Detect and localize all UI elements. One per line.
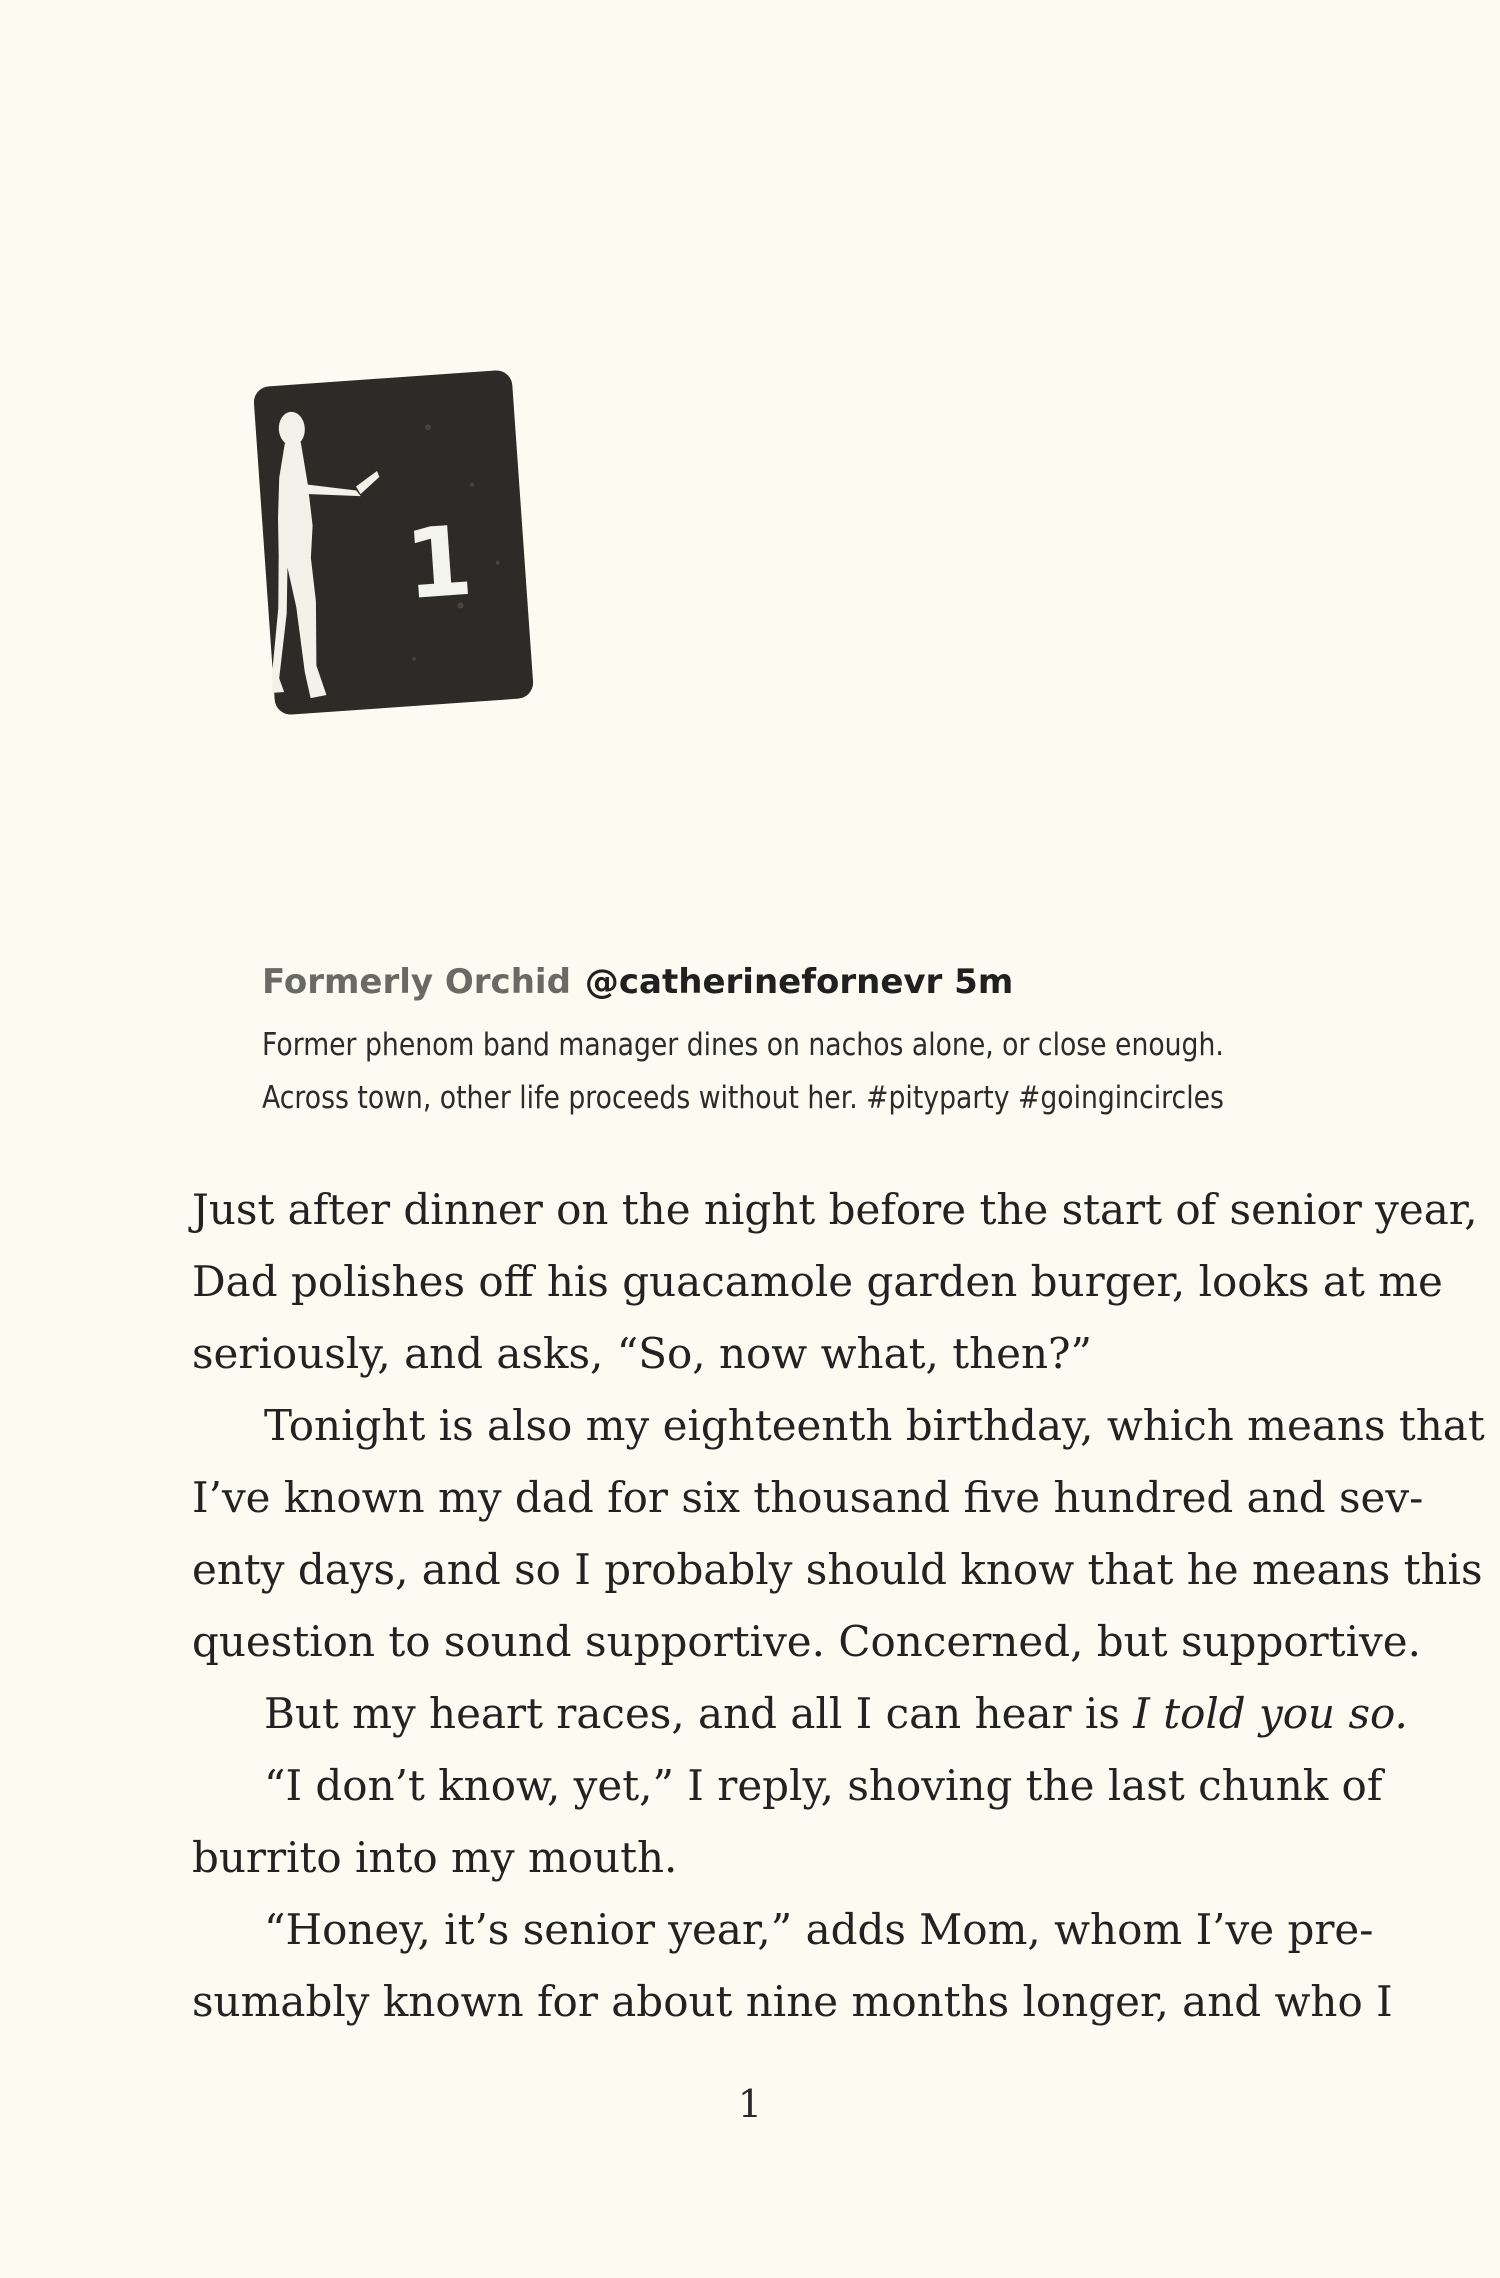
paragraph-line: “Honey, it’s senior year,” adds Mom, whom I’ve pre- [264,1905,1374,1954]
paragraph-line: Tonight is also my eighteenth birthday, which means that [264,1401,1485,1450]
paragraph-line [192,1678,1408,1750]
paragraph-line: question to sound supportive. Concerned, but supportive. [192,1617,1421,1666]
chapter-number: 1 [401,504,477,622]
tweet-line: Across town, other life proceeds without her. #pityparty #goingincircles [262,1079,1224,1116]
italic-phrase: I told you so. [1133,1689,1408,1738]
paragraph-line: burrito into my mouth. [192,1833,678,1882]
tweet-line: Former phenom band manager dines on nachos alone, or close enough. [262,1026,1224,1063]
tweet-display-name: Formerly Orchid [262,962,571,1002]
paragraph-line: enty days, and so I probably should know that he means this [192,1545,1483,1594]
tweet-body [262,1019,1328,1125]
paragraph-line-text: But my heart races, and all I can hear is [264,1689,1120,1738]
tweet-handle: @catherinefornevr [584,962,943,1002]
silhouette-figure-icon [244,361,542,724]
body-text [192,1174,1485,2038]
paragraph-line: Just after dinner on the night before the start of senior year, [192,1185,1478,1234]
paragraph-line: I’ve known my dad for six thousand five hundred and sev- [192,1473,1424,1522]
paragraph-line: seriously, and asks, “So, now what, then?” [192,1329,1093,1378]
tweet [262,962,1342,1125]
tweet-time: 5m [954,962,1014,1002]
page-number: 1 [737,2082,763,2126]
tweet-header [262,962,1342,1003]
paragraph-line: Dad polishes off his guacamole garden burger, looks at me [192,1257,1443,1306]
paragraph-line: “I don’t know, yet,” I reply, shoving the last chunk of [264,1761,1383,1810]
paragraph-line: sumably known for about nine months longer, and who I [192,1977,1393,2026]
chapter-badge [244,361,542,724]
